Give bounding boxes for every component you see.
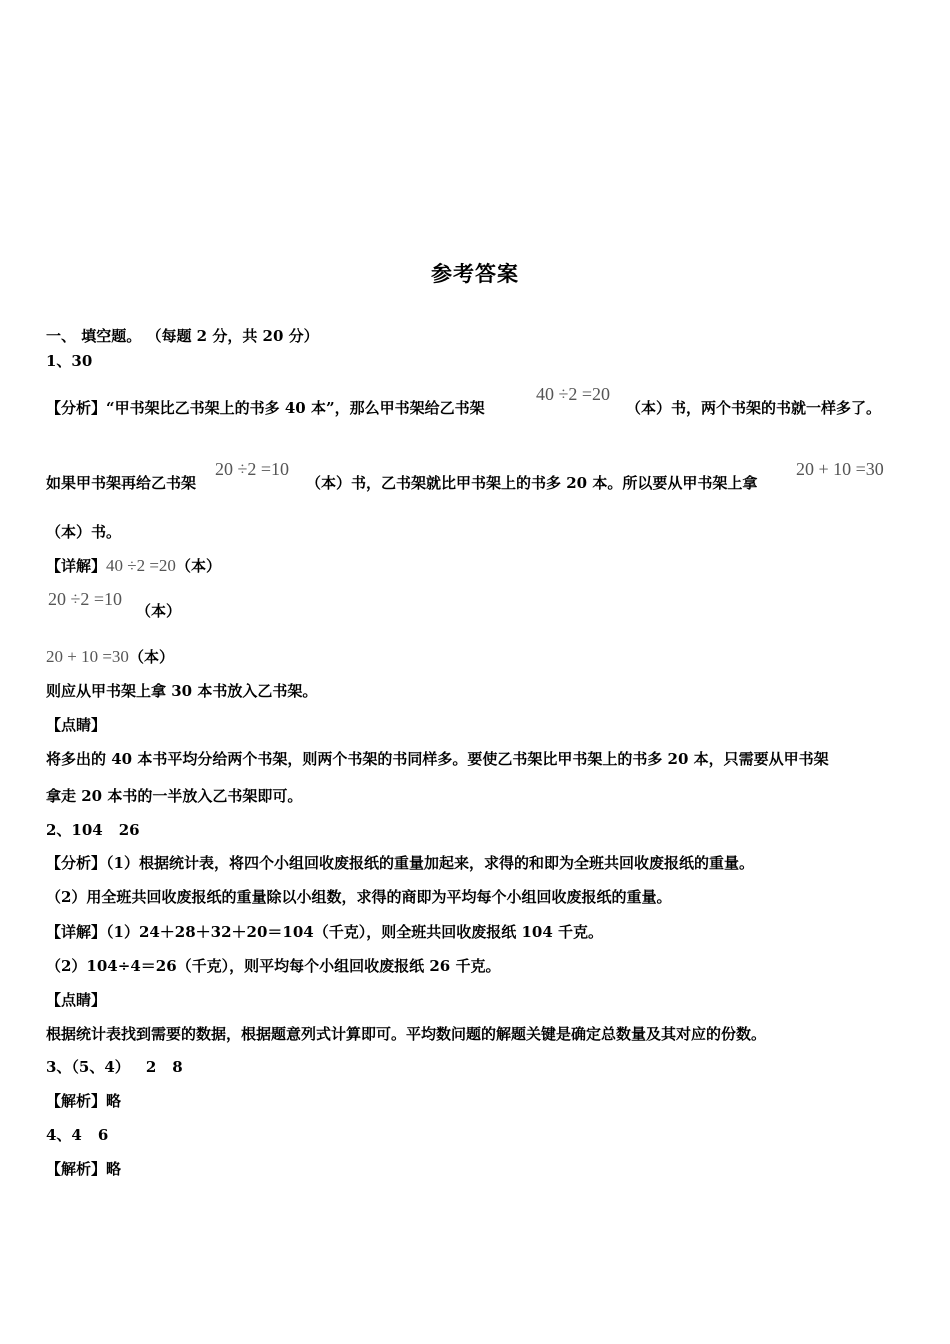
q3-answer-2: 2 <box>145 1058 157 1076</box>
q2-analysis-line-1: 【分析】（1）根据统计表，将四个小组回收废报纸的重量加起来，求得的和即为全班共回收废报纸的重量。 <box>46 854 754 872</box>
page-title: 参考答案 <box>431 261 519 286</box>
unit-label: （本） <box>128 648 174 666</box>
q1-detail-line-1 <box>46 556 221 576</box>
q1-analysis-part-a: 【分析】“甲书架比乙书架上的书多 40 本”，那么甲书架给乙书架 <box>46 399 485 417</box>
unit-label: （本） <box>136 602 182 620</box>
q1-tip-label: 【点睛】 <box>46 716 107 734</box>
q3-answer-1: 3、（5、4） <box>46 1058 130 1076</box>
q2-tip: 根据统计表找到需要的数据，根据题意列式计算即可。平均数问题的解题关键是确定总数量及其对应的份数。 <box>46 1025 767 1043</box>
q1-analysis-part-d: （本）书，乙书架就比甲书架上的书多 20 本。所以要从甲书架上拿 <box>306 474 758 492</box>
q3-analysis: 【解析】略 <box>46 1092 122 1110</box>
q2-detail-line-2: （2）104÷4＝26（千克），则平均每个小组回收废报纸 26 千克。 <box>46 957 501 975</box>
q1-tip-line-1: 将多出的 40 本书平均分给两个书架，则两个书架的书同样多。要使乙书架比甲书架上的书多 20 本，只需要从甲书架 <box>46 750 829 768</box>
q3-answer <box>46 1057 183 1077</box>
q1-analysis-part-e: （本）书。 <box>46 523 122 541</box>
q1-detail-line-3 <box>46 647 174 667</box>
q1-equation-3: 20 + 10 =30 <box>796 459 884 479</box>
q1-analysis-part-c: 如果甲书架再给乙书架 <box>46 474 197 492</box>
q1-conclusion: 则应从甲书架上拿 30 本书放入乙书架。 <box>46 682 318 700</box>
q1-equation-1: 40 ÷2 =20 <box>536 384 611 404</box>
q1-answer: 1、30 <box>46 352 93 370</box>
q2-answer-1: 2、104 <box>46 821 103 839</box>
q2-analysis-line-2: （2）用全班共回收废报纸的重量除以小组数，求得的商即为平均每个小组回收废报纸的重量。 <box>46 888 672 906</box>
q1-tip-line-2: 拿走 20 本书的一半放入乙书架即可。 <box>46 787 303 805</box>
q1-equation-2: 20 ÷2 =10 <box>215 459 290 479</box>
section-heading: 一、 填空题。 （每题 2 分，共 20 分） <box>46 327 319 345</box>
q2-answer-2: 26 <box>118 821 140 839</box>
q4-analysis: 【解析】略 <box>46 1160 122 1178</box>
q3-answer-3: 8 <box>172 1058 183 1076</box>
q1-detail-equation-3: 20 + 10 =30 <box>46 647 129 666</box>
q1-detail-equation-1: 40 ÷2 =20 <box>106 556 176 575</box>
q4-answer <box>46 1125 108 1145</box>
q1-analysis-part-b: （本）书，两个书架的书就一样多了。 <box>626 399 882 417</box>
q1-detail-equation-2: 20 ÷2 =10 <box>48 589 123 609</box>
q2-detail-line-1: 【详解】（1）24＋28＋32＋20＝104（千克），则全班共回收废报纸 104 千克。 <box>46 923 604 941</box>
unit-label: （本） <box>175 557 221 575</box>
q2-tip-label: 【点睛】 <box>46 991 107 1009</box>
q4-answer-2: 6 <box>97 1126 109 1144</box>
detail-label: 【详解】 <box>46 557 107 575</box>
q2-answer <box>46 820 140 840</box>
q4-answer-1: 4、4 <box>46 1126 82 1144</box>
